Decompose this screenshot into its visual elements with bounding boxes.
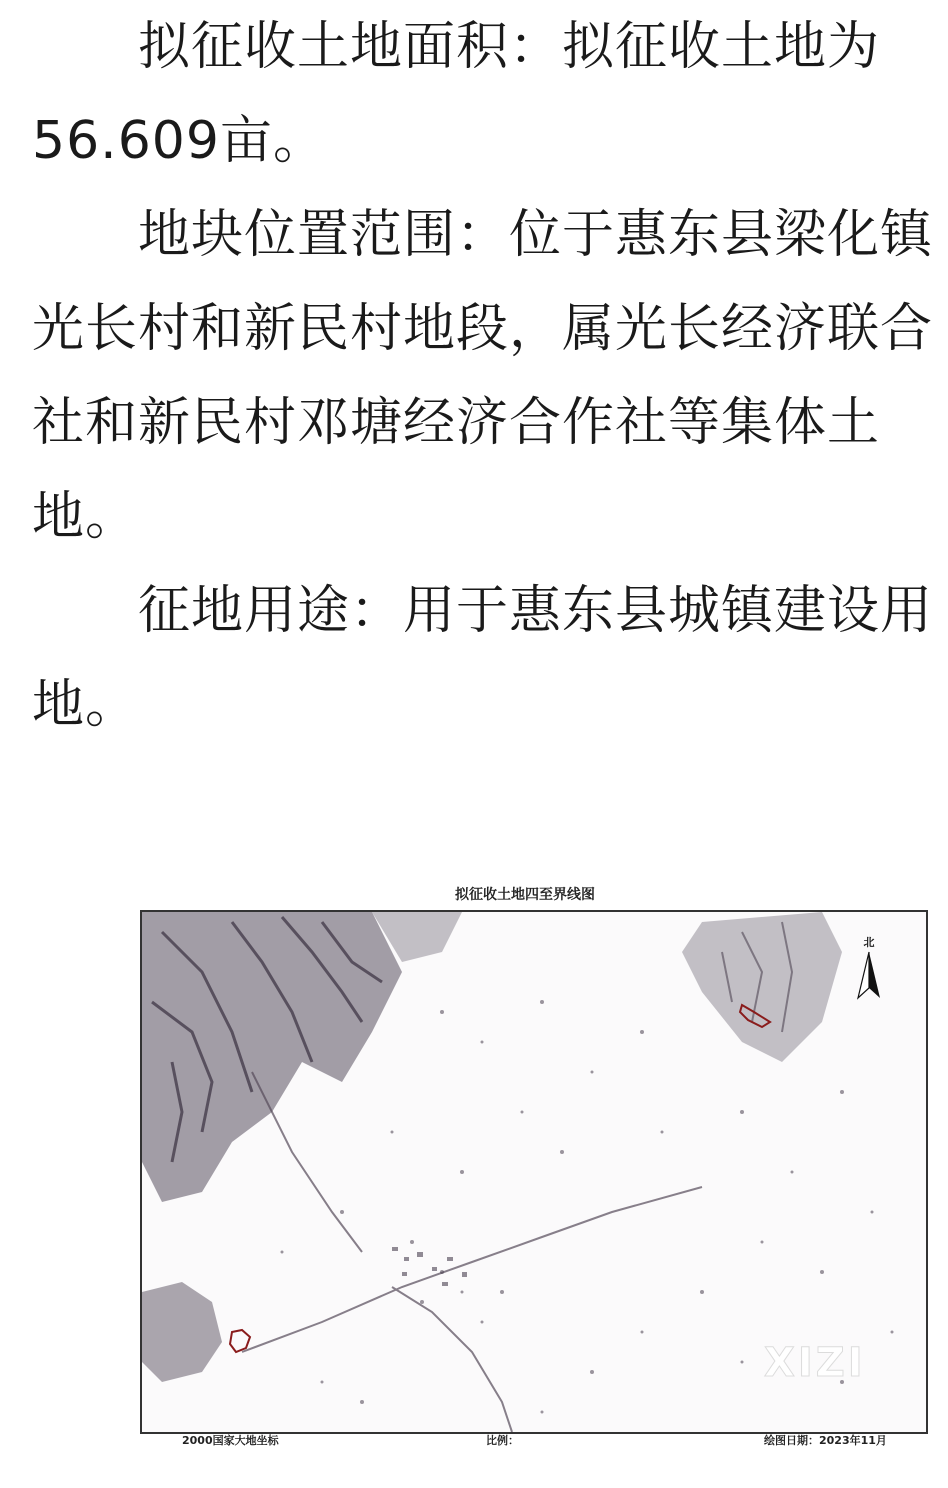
drawing-date: 绘图日期：2023年11月 [764,1434,887,1447]
north-arrow-icon [856,950,882,1010]
parcel-south [230,1330,250,1352]
paragraph-area: 拟征收土地面积：拟征收土地为56.609亩。 [32,17,881,171]
north-arrow [856,934,882,1012]
north-label: 北 [863,936,875,949]
paragraph-usage: 征地用途：用于惠东县城镇建设用地。 [32,581,934,735]
map-title: 拟征收土地四至界线图 [455,887,595,903]
watermark-logo: XIZI [764,1340,866,1386]
paragraph-location: 地块位置范围：位于惠东县梁化镇光长村和新民村地段，属光长经济联合社和新民村邓塘经济合作社等集体土地。 [32,205,934,547]
coordinate-system: 2000国家大地坐标 [182,1434,279,1447]
scale-label: 比例： [486,1434,519,1447]
